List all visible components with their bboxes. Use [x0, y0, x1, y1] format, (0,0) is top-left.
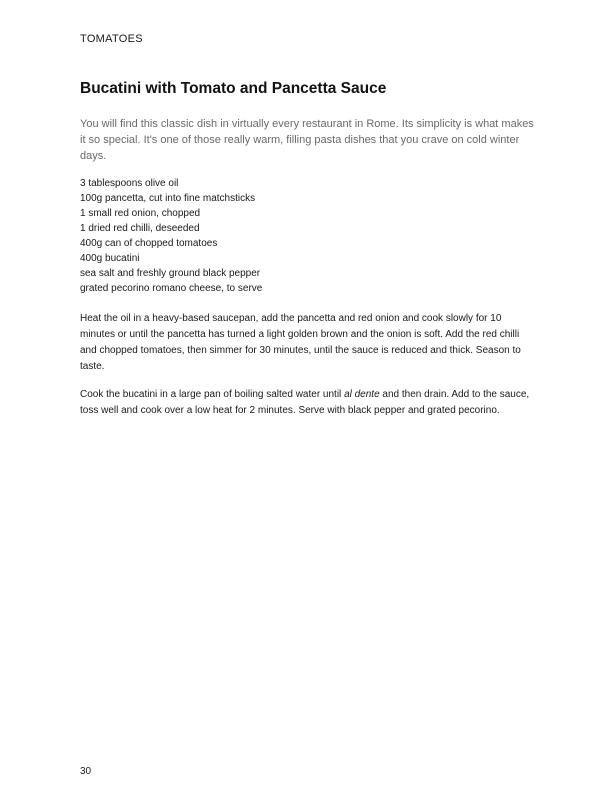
ingredient-item: 400g can of chopped tomatoes [80, 238, 218, 249]
ingredient-item: 1 dried red chilli, deseeded [80, 223, 200, 234]
ingredient-item: grated pecorino romano cheese, to serve [80, 283, 263, 294]
method-step-2-text-end: and then drain. Add to the sauce, toss well and cook over a low heat for 2 minutes. Serve with black pepper and grated pecorino. [80, 389, 530, 416]
recipe-title: Bucatini with Tomato and Pancetta Sauce [80, 80, 387, 97]
method-step-2-italic: al dente [344, 389, 380, 400]
ingredient-item: 100g pancetta, cut into fine matchsticks [80, 193, 256, 204]
ingredient-item: 1 small red onion, chopped [80, 208, 201, 219]
recipe-intro: You will find this classic dish in virtually every restaurant in Rome. Its simplicity is what makes it so special. It's one of those really warm, filling pasta dishes that you crave on cold winter days. [80, 118, 534, 162]
method-step-1: Heat the oil in a heavy-based saucepan, add the pancetta and red onion and cook slowly for 10 minutes or until the pancetta has turned a light golden brown and the onion is soft. Add the red chilli and chopped tomatoes, then simmer for 30 minutes, until the sauce is reduced and thick. Season to taste. [80, 313, 521, 372]
ingredient-item: sea salt and freshly ground black pepper [80, 268, 261, 279]
method-step-2 [80, 387, 535, 419]
ingredient-item: 3 tablespoons olive oil [80, 178, 179, 189]
ingredient-item: 400g bucatini [80, 253, 140, 264]
page-number: 30 [80, 766, 92, 777]
method-step-2-text: Cook the bucatini in a large pan of boiling salted water until [80, 389, 345, 400]
ingredient-list [80, 176, 535, 296]
running-head: TOMATOES [80, 33, 143, 45]
